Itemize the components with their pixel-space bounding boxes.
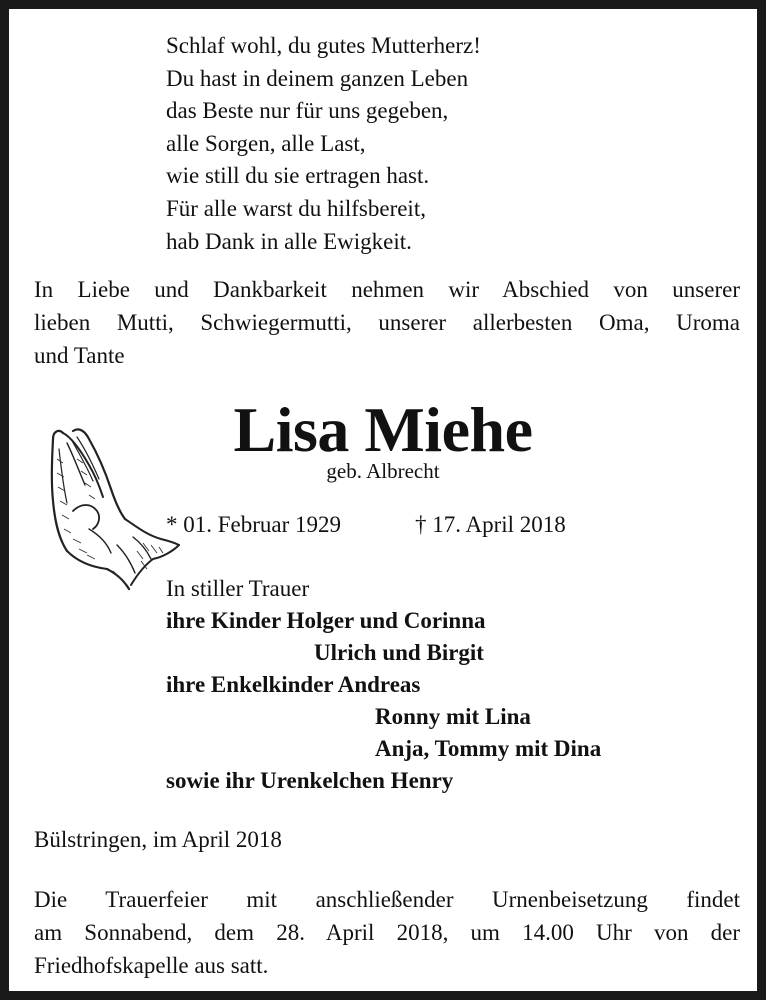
mourning-heading: In stiller Trauer [166, 576, 310, 601]
mourner-line: Ronny mit Lina [375, 704, 531, 729]
poem-line: wie still du sie ertragen hast. [166, 163, 430, 189]
mourners-list [166, 573, 601, 797]
ceremony-line: Die Trauerfeier mit anschließender Urnenbeisetzung findet [34, 887, 740, 912]
mourner-line: ihre Kinder Holger und Corinna [166, 608, 486, 633]
death-date: † 17. April 2018 [415, 512, 566, 537]
farewell-intro [34, 273, 740, 372]
birth-name: geb. Albrecht [326, 459, 440, 483]
poem-line: Du hast in deinem ganzen Leben [166, 65, 469, 91]
mourner-line: Ulrich und Birgit [314, 640, 484, 665]
poem-line: das Beste nur für uns gegeben, [166, 98, 449, 124]
mourner-line: ihre Enkelkinder Andreas [166, 672, 421, 697]
ceremony-line: am Sonnabend, dem 28. April 2018, um 14.00 Uhr von der [34, 920, 740, 945]
mourner-line: sowie ihr Urenkelchen Henry [166, 768, 454, 793]
birth-date: * 01. Februar 1929 [166, 512, 342, 537]
intro-line: In Liebe und Dankbarkeit nehmen wir Abschied von unserer [34, 277, 740, 302]
praying-hands-icon [33, 419, 183, 599]
intro-line: und Tante [34, 343, 125, 368]
deceased-name: Lisa Miehe [233, 394, 533, 465]
funeral-details [34, 883, 740, 982]
poem-line: alle Sorgen, alle Last, [166, 130, 366, 156]
intro-line: lieben Mutti, Schwiegermutti, unserer allerbesten Oma, Uroma [34, 310, 740, 335]
place-and-date: Bülstringen, im April 2018 [34, 827, 282, 852]
mourner-line: Anja, Tommy mit Dina [375, 736, 602, 761]
ceremony-line: Friedhofskapelle aus satt. [34, 953, 269, 978]
poem-line: Für alle warst du hilfsbereit, [166, 195, 426, 221]
life-dates [166, 509, 566, 541]
poem-line: hab Dank in alle Ewigkeit. [166, 228, 412, 254]
poem-line: Schlaf wohl, du gutes Mutterherz! [166, 33, 481, 58]
memorial-poem [166, 30, 481, 258]
